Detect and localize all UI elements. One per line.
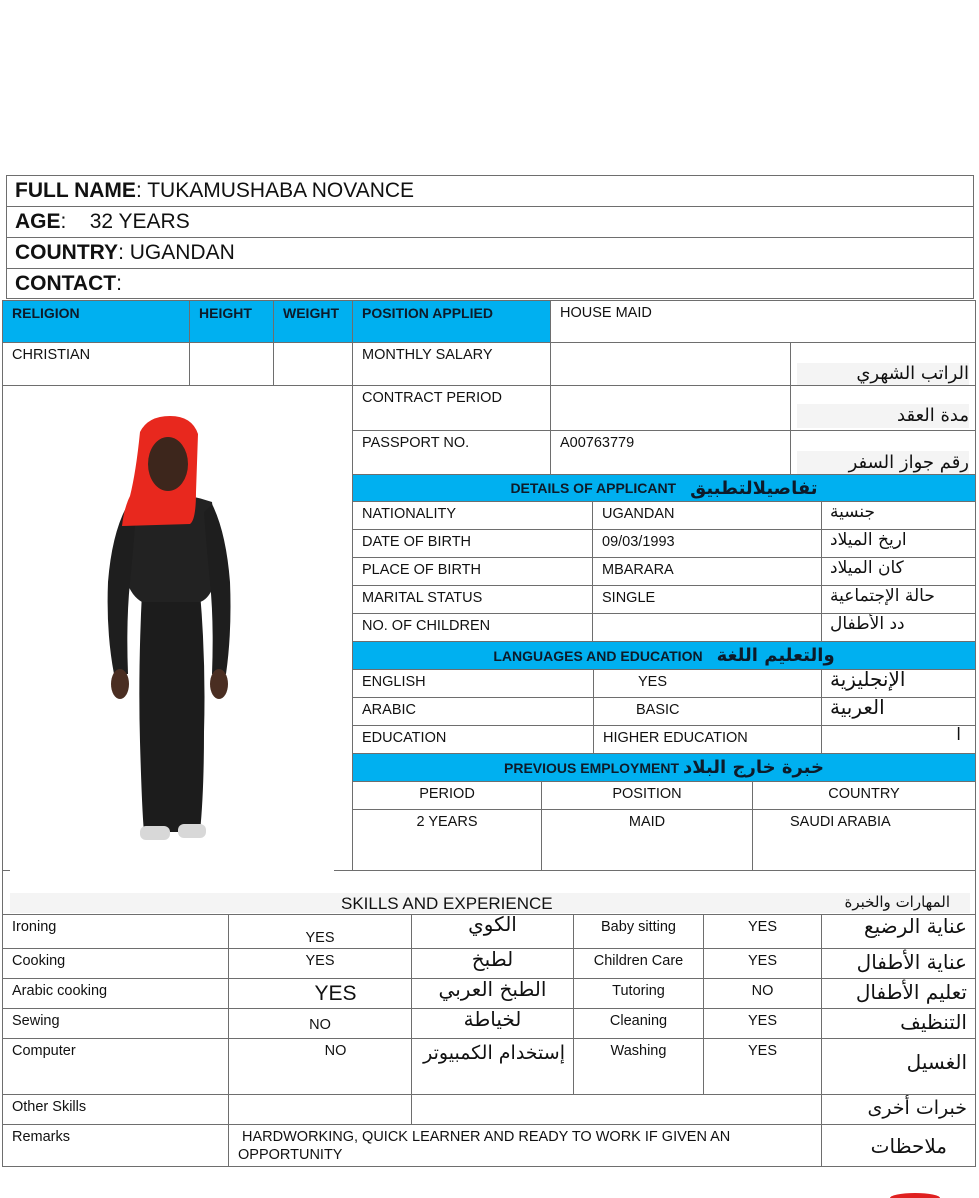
monthly-salary-ar: الراتب الشهري	[797, 363, 969, 385]
lang-ar-education: ا	[821, 725, 976, 754]
skills-title: SKILLS AND EXPERIENCE	[341, 894, 553, 913]
employment-header-position: POSITION	[541, 781, 753, 810]
skill-name: Computer	[2, 1038, 229, 1095]
skills-section-header	[10, 893, 970, 913]
stamp-mark	[890, 1193, 940, 1198]
languages-title: LANGUAGES AND EDUCATION	[493, 647, 703, 664]
position-applied-header: POSITION APPLIED	[352, 300, 551, 343]
details-section-header	[352, 474, 976, 502]
skill2-ar: تعليم الأطفال	[821, 978, 976, 1009]
contract-period-ar: مدة العقد	[797, 404, 969, 428]
employment-position: MAID	[541, 809, 753, 871]
religion-value: CHRISTIAN	[2, 342, 190, 386]
skill2-name: Children Care	[573, 948, 704, 979]
skill-value: NO	[228, 1038, 412, 1095]
monthly-salary-value	[550, 342, 791, 386]
detail-label-marital: MARITAL STATUS	[352, 585, 593, 614]
full-name-label: FULL NAME	[15, 179, 136, 202]
contract-period-label: CONTRACT PERIOD	[352, 385, 551, 431]
employment-period: 2 YEARS	[352, 809, 542, 871]
skill2-value: NO	[703, 978, 822, 1009]
passport-value: A00763779	[550, 430, 791, 475]
employment-section-header	[352, 753, 976, 782]
contract-period-ar-cell	[790, 385, 976, 431]
skill-ar: إستخدام الكمبيوتر	[411, 1038, 574, 1095]
skill-ar: لخياطة	[411, 1008, 574, 1039]
skill-name: Cooking	[2, 948, 229, 979]
skill2-value: YES	[703, 948, 822, 979]
skill2-ar: التنظيف	[821, 1008, 976, 1039]
monthly-salary-ar-cell	[790, 342, 976, 386]
religion-header: RELIGION	[2, 300, 190, 343]
skill-ar: الطبخ العربي	[411, 978, 574, 1009]
contact-label: CONTACT	[15, 272, 117, 295]
other-skills-extra	[411, 1094, 822, 1125]
monthly-salary-label: MONTHLY SALARY	[352, 342, 551, 386]
employment-country: SAUDI ARABIA	[752, 809, 976, 871]
passport-ar: رقم جواز السفر	[797, 451, 969, 475]
age-label: AGE	[15, 210, 61, 233]
detail-ar-marital: حالة الإجتماعية	[821, 585, 976, 614]
skill2-name: Tutoring	[573, 978, 704, 1009]
remarks-ar: ملاحظات	[821, 1124, 976, 1167]
detail-ar-dob: اريخ الميلاد	[821, 529, 976, 558]
employment-header-period: PERIOD	[352, 781, 542, 810]
details-title: DETAILS OF APPLICANT	[510, 480, 677, 496]
passport-ar-cell	[790, 430, 976, 475]
lang-ar-english: الإنجليزية	[821, 669, 976, 698]
skills-title-ar: المهارات والخبرة	[844, 893, 950, 911]
contact-value: :	[116, 272, 122, 295]
detail-label-children: NO. OF CHILDREN	[352, 613, 593, 642]
remarks-label: Remarks	[2, 1124, 229, 1167]
position-applied-value: HOUSE MAID	[550, 300, 976, 343]
detail-value-children	[592, 613, 822, 642]
other-skills-ar: خبرات أخرى	[821, 1094, 976, 1125]
age-value: : 32 YEARS	[60, 210, 190, 233]
other-skills-value	[228, 1094, 412, 1125]
skill-value: YES	[228, 948, 412, 979]
skill-ar: الكوي	[411, 914, 574, 949]
detail-label-dob: DATE OF BIRTH	[352, 529, 593, 558]
lang-label-arabic: ARABIC	[352, 697, 594, 726]
lang-label-education: EDUCATION	[352, 725, 594, 754]
employment-header-country: COUNTRY	[752, 781, 976, 810]
languages-section-header	[352, 641, 976, 670]
country-line	[6, 237, 974, 268]
languages-title-ar: والتعليم اللغة	[716, 645, 835, 666]
applicant-photo	[100, 412, 240, 852]
detail-value-marital: SINGLE	[592, 585, 822, 614]
skill2-value: YES	[703, 1038, 822, 1095]
skill-name: Arabic cooking	[2, 978, 229, 1009]
skill2-name: Baby sitting	[573, 914, 704, 949]
skill2-ar: عناية الأطفال	[821, 948, 976, 979]
skill2-ar: الغسيل	[821, 1038, 976, 1095]
age-line	[6, 206, 974, 237]
skill-value: YES	[228, 914, 412, 949]
lang-value-education: HIGHER EDUCATION	[593, 725, 822, 754]
employment-title: PREVIOUS EMPLOYMENT	[504, 759, 680, 776]
skill2-ar: عناية الرضيع	[821, 914, 976, 949]
weight-value	[273, 342, 353, 386]
contract-period-value	[550, 385, 791, 431]
skill2-name: Washing	[573, 1038, 704, 1095]
skill-name: Sewing	[2, 1008, 229, 1039]
details-title-ar: تفاصيلالتطبيق	[690, 477, 818, 499]
detail-value-pob: MBARARA	[592, 557, 822, 586]
country-value: : UGANDAN	[118, 241, 235, 264]
lang-value-arabic: BASIC	[593, 697, 822, 726]
detail-ar-children: دد الأطفال	[821, 613, 976, 642]
passport-label: PASSPORT NO.	[352, 430, 551, 475]
full-name-line	[6, 175, 974, 206]
photo-frame-top	[2, 385, 335, 386]
employment-title-ar: خبرة خارج البلاد	[683, 757, 824, 778]
skill2-value: YES	[703, 1008, 822, 1039]
detail-ar-pob: كان الميلاد	[821, 557, 976, 586]
detail-ar-nationality: جنسية	[821, 501, 976, 530]
skill2-name: Cleaning	[573, 1008, 704, 1039]
height-value	[189, 342, 274, 386]
detail-label-nationality: NATIONALITY	[352, 501, 593, 530]
skill-ar: لطبخ	[411, 948, 574, 979]
skill-value: YES	[228, 978, 412, 1009]
height-header: HEIGHT	[189, 300, 274, 343]
skill2-value: YES	[703, 914, 822, 949]
skill-name: Ironing	[2, 914, 229, 949]
detail-value-dob: 09/03/1993	[592, 529, 822, 558]
detail-value-nationality: UGANDAN	[592, 501, 822, 530]
lang-value-english: YES	[593, 669, 822, 698]
weight-header: WEIGHT	[273, 300, 353, 343]
skill-value: NO	[228, 1008, 412, 1039]
lang-ar-arabic: العربية	[821, 697, 976, 726]
contact-line	[6, 268, 974, 299]
full-name-value: : TUKAMUSHABA NOVANCE	[135, 179, 415, 202]
country-label: COUNTRY	[15, 241, 119, 264]
remarks-value: HARDWORKING, QUICK LEARNER AND READY TO WORK IF GIVEN AN OPPORTUNITY	[228, 1124, 822, 1167]
lang-label-english: ENGLISH	[352, 669, 594, 698]
other-skills-label: Other Skills	[2, 1094, 229, 1125]
detail-label-pob: PLACE OF BIRTH	[352, 557, 593, 586]
